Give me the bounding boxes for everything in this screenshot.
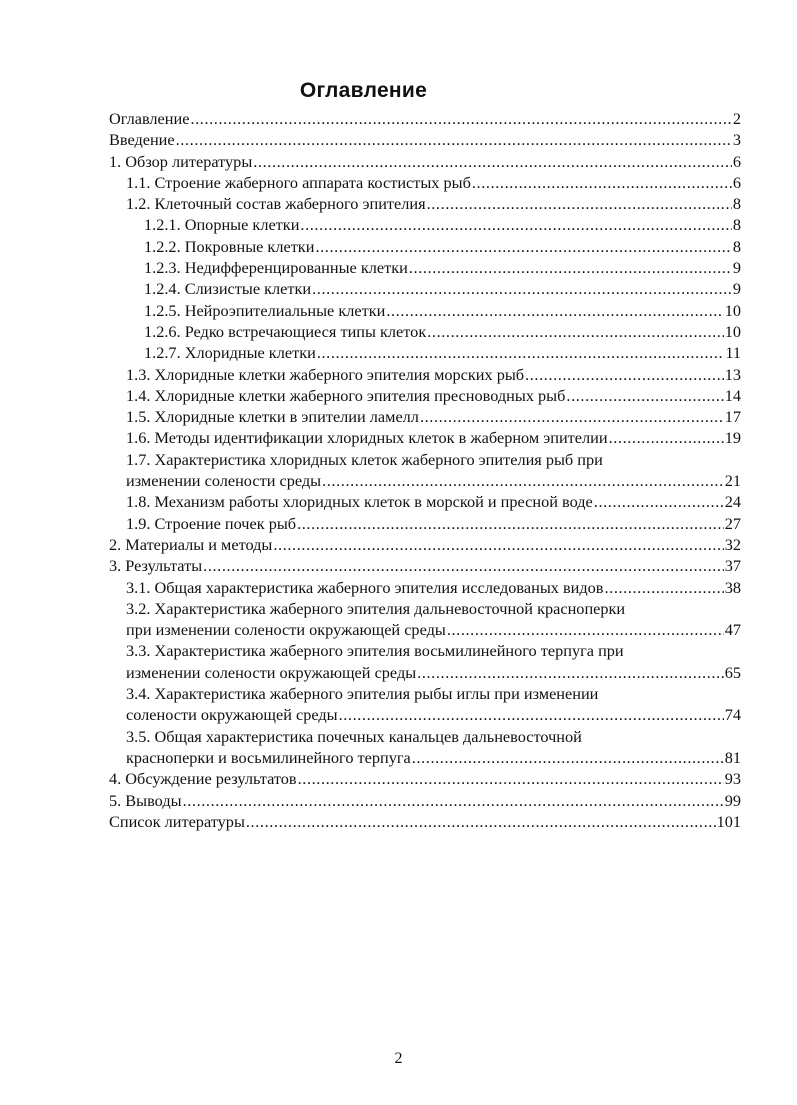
toc-entry-page: 24 (724, 492, 741, 512)
toc-entry-title: красноперки и восьмилинейного терпуга (126, 747, 411, 767)
toc-entry-page: 11 (725, 343, 741, 363)
toc-leader-dots (253, 151, 732, 172)
toc-entry-page: 8 (732, 236, 741, 256)
toc-entry (109, 491, 741, 512)
toc-entry-title: 1.2.4. Слизистые клетки (144, 279, 312, 299)
table-of-contents (109, 108, 741, 832)
toc-entry-title: 3.5. Общая характеристика почечных канальцев дальневосточной (126, 726, 582, 746)
toc-entry (109, 321, 741, 342)
toc-leader-dots (339, 704, 724, 725)
toc-entry-page: 99 (724, 790, 741, 810)
toc-entry-title: 1.2. Клеточный состав жаберного эпителия (126, 194, 426, 214)
toc-leader-dots (315, 236, 731, 257)
toc-entry-title: Список литературы (109, 811, 245, 831)
toc-entry-page: 19 (724, 428, 741, 448)
toc-leader-dots (322, 470, 724, 491)
toc-leader-dots (447, 619, 724, 640)
toc-entry-page: 8 (732, 215, 741, 235)
toc-entry-title: 1.6. Методы идентификации хлоридных клеток в жаберном эпителии (126, 428, 608, 448)
toc-entry (109, 619, 741, 640)
toc-entry-title: 2. Материалы и методы (109, 534, 273, 554)
toc-entry-title: 3.4. Характеристика жаберного эпителия рыбы иглы при изменении (126, 684, 599, 704)
toc-entry (109, 704, 741, 725)
toc-entry-page: 65 (724, 662, 741, 682)
toc-entry (109, 470, 741, 491)
toc-entry-page: 93 (724, 769, 741, 789)
toc-leader-dots (190, 108, 731, 129)
toc-entry-page: 6 (732, 151, 741, 171)
toc-entry (109, 790, 741, 811)
toc-entry-multiline (109, 449, 741, 492)
toc-entry-page: 13 (724, 364, 741, 384)
toc-leader-dots (609, 427, 724, 448)
toc-leader-dots (203, 555, 724, 576)
toc-entry-title: 1.4. Хлоридные клетки жаберного эпителия пресноводных рыб (126, 385, 566, 405)
toc-entry-title: 1.2.3. Недифференцированные клетки (144, 258, 408, 278)
toc-entry (109, 151, 741, 172)
toc-leader-dots (417, 662, 724, 683)
toc-entry-page: 3 (732, 130, 741, 150)
toc-entry-page: 101 (716, 811, 741, 831)
toc-entry (109, 257, 741, 278)
toc-entry-title: 1.2.6. Редко встречающиеся типы клеток (144, 321, 427, 341)
toc-leader-dots (427, 193, 732, 214)
toc-entry-title: 1.2.2. Покровные клетки (144, 236, 315, 256)
toc-entry (109, 768, 741, 789)
toc-entry-page: 10 (724, 300, 741, 320)
toc-entry-title: 1.9. Строение почек рыб (126, 513, 297, 533)
toc-leader-dots (317, 342, 725, 363)
toc-entry-title: изменении солености окружающей среды (126, 662, 417, 682)
toc-entry-title: 1.2.1. Опорные клетки (144, 215, 300, 235)
toc-entry (109, 278, 741, 299)
toc-entry (109, 513, 741, 534)
toc-entry-title: 5. Выводы (109, 790, 182, 810)
toc-entry (109, 129, 741, 150)
toc-leader-dots (300, 214, 731, 235)
toc-leader-dots (297, 513, 724, 534)
toc-entry-title: солености окружающей среды (126, 705, 338, 725)
toc-entry-page: 74 (724, 705, 741, 725)
toc-entry (109, 342, 741, 363)
toc-leader-dots (420, 406, 724, 427)
toc-entry (109, 427, 741, 448)
toc-entry-title: 3.2. Характеристика жаберного эпителия дальневосточной красноперки (126, 598, 626, 618)
toc-entry-title: 3.1. Общая характеристика жаберного эпителия исследованых видов (126, 577, 604, 597)
toc-entry-title: 1.1. Строение жаберного аппарата костистых рыб (126, 172, 471, 192)
toc-entry (109, 193, 741, 214)
toc-leader-dots (246, 811, 716, 832)
toc-entry-title: 1.5. Хлоридные клетки в эпителии ламелл (126, 407, 419, 427)
toc-entry-page: 9 (732, 258, 741, 278)
toc-entry-multiline (109, 598, 741, 641)
toc-entry-page: 2 (732, 109, 741, 128)
toc-leader-dots (525, 364, 724, 385)
toc-entry-multiline (109, 640, 741, 683)
toc-leader-dots (298, 768, 724, 789)
toc-entry-page: 27 (724, 513, 741, 533)
toc-entry-title: 1.3. Хлоридные клетки жаберного эпителия морских рыб (126, 364, 525, 384)
toc-entry-page: 17 (724, 407, 741, 427)
toc-entry-page: 21 (724, 471, 741, 491)
page-number: 2 (394, 1050, 403, 1067)
toc-entry-title: при изменении солености окружающей среды (126, 620, 446, 640)
toc-entry (109, 555, 741, 576)
toc-entry-title: Оглавление (109, 109, 190, 128)
toc-entry-title: 3.3. Характеристика жаберного эпителия восьмилинейного терпуга при (126, 641, 624, 661)
toc-entry-page: 14 (724, 385, 741, 405)
toc-entry-title: 1.7. Характеристика хлоридных клеток жаберного эпителия рыб при (126, 449, 603, 469)
toc-leader-dots (183, 790, 724, 811)
toc-leader-dots (176, 129, 732, 150)
toc-entry (109, 236, 741, 257)
toc-entry-page: 6 (732, 172, 741, 192)
toc-entry (109, 811, 741, 832)
toc-entry (109, 364, 741, 385)
toc-entry-multiline (109, 683, 741, 726)
toc-entry-title: 3. Результаты (109, 556, 203, 576)
toc-entry-title: изменении солености среды (126, 471, 322, 491)
toc-entry (109, 534, 741, 555)
toc-entry (109, 300, 741, 321)
toc-entry-multiline (109, 726, 741, 769)
toc-leader-dots (386, 300, 723, 321)
toc-entry (109, 577, 741, 598)
toc-entry-title: 1. Обзор литературы (109, 151, 253, 171)
toc-entry-title: 4. Обсуждение результатов (109, 769, 297, 789)
toc-entry (109, 385, 741, 406)
toc-entry (109, 662, 741, 683)
toc-leader-dots (273, 534, 723, 555)
toc-entry-page: 37 (724, 556, 741, 576)
toc-entry-title: 1.2.7. Хлоридные клетки (144, 343, 316, 363)
toc-entry-page: 8 (732, 194, 741, 214)
toc-entry-page: 32 (724, 534, 741, 554)
toc-leader-dots (427, 321, 723, 342)
toc-leader-dots (594, 491, 724, 512)
toc-entry-title: Введение (109, 130, 175, 150)
toc-entry-title: 1.2.5. Нейроэпителиальные клетки (144, 300, 386, 320)
toc-entry-page: 10 (724, 321, 741, 341)
toc-leader-dots (566, 385, 723, 406)
toc-entry-page: 47 (724, 620, 741, 640)
toc-entry (109, 108, 741, 129)
toc-leader-dots (312, 278, 732, 299)
toc-entry-title: 1.8. Механизм работы хлоридных клеток в морской и пресной воде (126, 492, 593, 512)
toc-entry-page: 81 (724, 747, 741, 767)
toc-entry (109, 172, 741, 193)
toc-entry-page: 38 (724, 577, 741, 597)
toc-entry (109, 747, 741, 768)
toc-leader-dots (409, 257, 732, 278)
toc-leader-dots (412, 747, 724, 768)
page-title: Оглавление (299, 79, 428, 102)
toc-leader-dots (604, 577, 723, 598)
toc-entry (109, 406, 741, 427)
toc-leader-dots (472, 172, 732, 193)
toc-entry (109, 214, 741, 235)
toc-entry-page: 9 (732, 279, 741, 299)
